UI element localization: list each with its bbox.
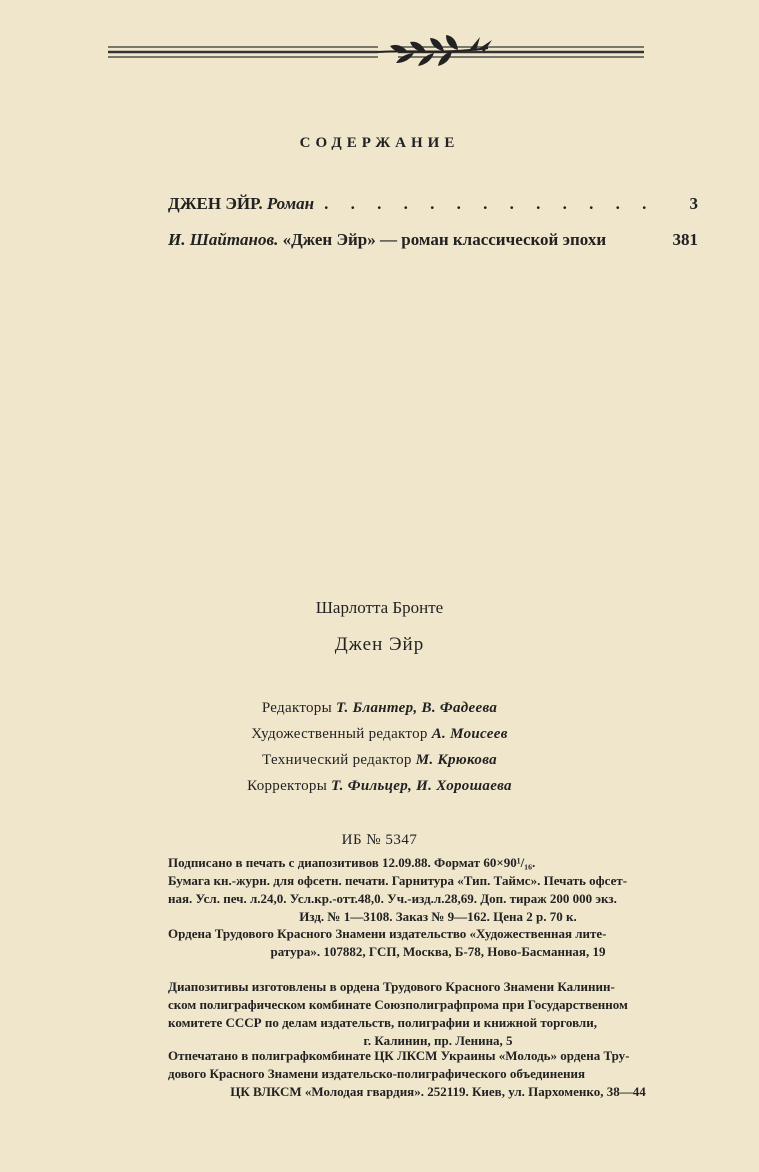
credit-role: Художественный редактор [251,726,428,742]
credit-names: Т. Блантер, В. Фадеева [336,700,498,716]
book-author: Шарлотта Бронте [315,598,444,617]
credit-art-editor [0,726,759,743]
diapositives-info [168,978,708,1050]
credit-role: Технический редактор [262,752,412,768]
credit-editors [0,700,759,717]
printer-line: ЦК ВЛКСМ «Молодая гвардия». 252119. Киев, ул. Пархоменко, 38—44 [230,1084,646,1099]
diapositives-line: комитете СССР по делам издательств, полиграфии и книжной торговли, [168,1015,597,1030]
toc-entry-title: «Джен Эйр» — роман классической эпохи [282,230,607,249]
printer-line: Отпечатано в полиграфкомбинате ЦК ЛКСМ Украины «Молодь» ордена Тру- [168,1048,630,1063]
print-line: Подписано в печать с диапозитивов 12.09.88. Формат 60×90¹/₁₆. [168,855,536,870]
toc-dot-leader: . . . . . . . . . . . . . [324,194,656,213]
toc-entry-author: ДЖЕН ЭЙР. [168,194,263,213]
toc-entry-author: И. Шайтанов. [168,230,279,249]
publisher-info [168,925,708,961]
credit-names: Т. Фильцер, И. Хорошаева [331,778,512,794]
credit-role: Редакторы [261,700,332,716]
credit-proofreaders [0,778,759,795]
print-line: Изд. № 1—3108. Заказ № 9—162. Цена 2 р. 70 к. [299,909,577,924]
toc-entry-novel[interactable] [168,194,698,218]
print-line: ная. Усл. печ. л.24,0. Усл.кр.-отт.48,0. Уч.-изд.л.28,69. Доп. тираж 200 000 экз. [168,891,617,906]
laurel-ornament [108,30,644,74]
print-line: Бумага кн.-журн. для офсетн. печати. Гарнитура «Тип. Таймс». Печать офсет- [168,873,628,888]
book-title: Джен Эйр [334,634,425,655]
contents-heading: СОДЕРЖАНИЕ [299,135,460,151]
diapositives-line: г. Калинин, пр. Ленина, 5 [363,1033,513,1048]
toc-entry-page: 3 [689,194,698,213]
toc-entry-afterword[interactable] [168,230,698,254]
publisher-line: Ордена Трудового Красного Знамени издательство «Художественная лите- [168,926,607,941]
toc-entry-page: 381 [672,230,698,249]
printer-line: дового Красного Знамени издательско-полиграфического объединения [168,1066,586,1081]
credit-names: М. Крюкова [415,752,497,768]
credit-role: Корректоры [247,778,328,794]
printer-info [168,1047,708,1101]
publisher-line: ратура». 107882, ГСП, Москва, Б-78, Ново-Басманная, 19 [270,944,606,959]
diapositives-line: Диапозитивы изготовлены в ордена Трудового Красного Знамени Калинин- [168,979,615,994]
toc-entry-title: Роман [266,194,315,213]
ib-number: ИБ № 5347 [341,832,418,848]
credit-names: А. Моисеев [431,726,508,742]
credit-tech-editor [0,752,759,769]
diapositives-line: ском полиграфическом комбинате Союзполиграфпрома при Государственном [168,997,628,1012]
print-details [168,854,708,926]
